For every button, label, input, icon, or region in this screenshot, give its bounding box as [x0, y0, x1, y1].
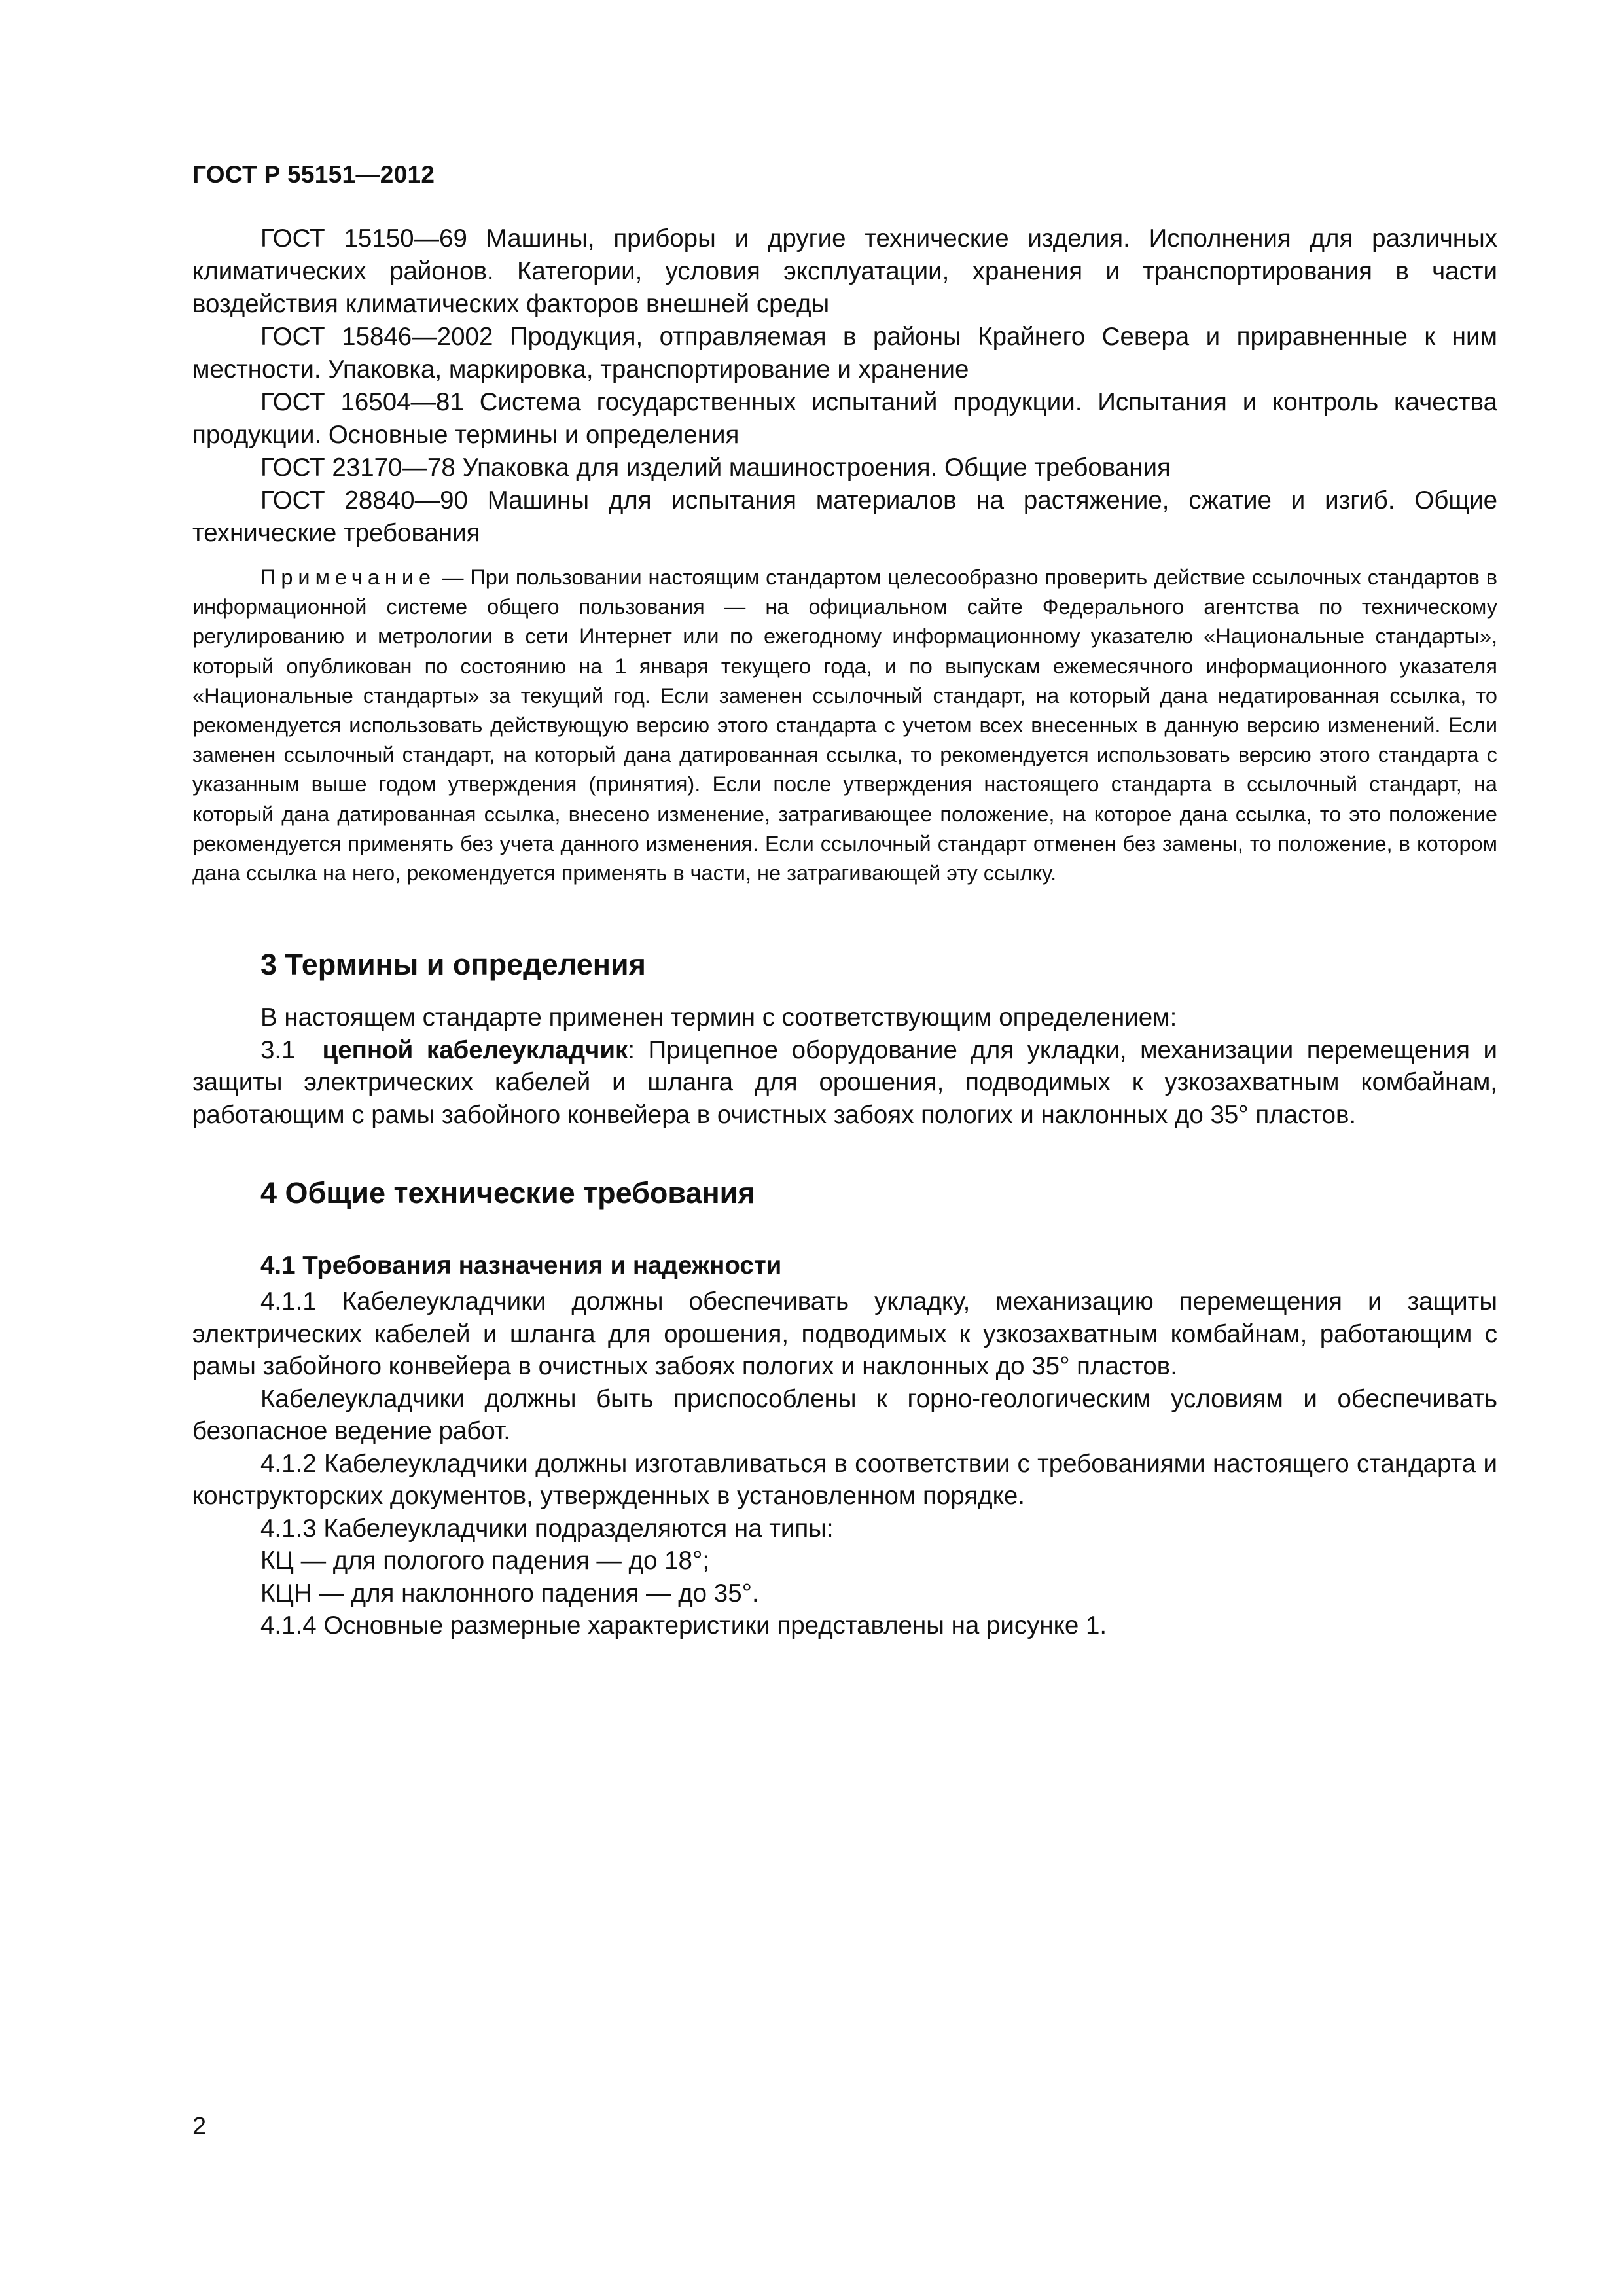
- note-label: Примечание: [260, 565, 437, 589]
- document-page: [192, 0, 1497, 2296]
- type-list-item: КЦ — для пологого падения — до 18°;: [260, 1547, 710, 1575]
- subsection-4-1-heading: 4.1 Требования назначения и надежности: [260, 1251, 782, 1280]
- reference-item: ГОСТ 23170—78 Упаковка для изделий машиностроения. Общие требования: [260, 454, 1171, 482]
- paragraph: 4.1.1 Кабелеукладчики должны обеспечивать укладку, механизацию перемещения и защиты электрических кабелей и шланга для орошения, подводимых к узкозахватным комбайнам, работающим с рамы забойного конвейера в очистных забоях пологих и наклонных до 35° пластов.: [192, 1287, 1497, 1380]
- note-text: — При пользовании настоящим стандартом целесообразно проверить действие ссылочных стандартов в информационной системе общего пользования — на официальном сайте Федерального агентства по техническому регулированию и метрологии в сети Интернет или по ежегодному информационному указателю «Национальные стандарты», который опубликован по состоянию на 1 января текущего года, и по выпускам ежемесячного информационного указателя «Национальные стандарты» за текущий год. Если заменен ссылочный стандарт, на который дана недатированная ссылка, то рекомендуется использовать действующую версию этого стандарта с учетом всех внесенных в данную версию изменений. Если заменен ссылочный стандарт, на который дана датированная ссылка, то рекомендуется использовать версию этого стандарта с указанным выше годом утверждения (принятия). Если после утверждения настоящего стандарта в ссылочный стандарт, на который дана датированная ссылка, внесено изменение, затрагивающее положение, на которое дана ссылка, то это положение рекомендуется применять без учета данного изменения. Если ссылочный стандарт отменен без замены, то положение, в котором дана ссылка на него, рекомендуется применять в части, не затрагивающей эту ссылку.: [192, 565, 1497, 886]
- note-paragraph: [192, 563, 1497, 888]
- type-list-item: КЦН — для наклонного падения — до 35°.: [260, 1579, 759, 1607]
- paragraph: 4.1.4 Основные размерные характеристики представлены на рисунке 1.: [260, 1611, 1107, 1640]
- paragraph: Кабелеукладчики должны быть приспособлены к горно-геологическим условиям и обеспечивать безопасное ведение работ.: [192, 1384, 1497, 1445]
- reference-item: ГОСТ 15150—69 Машины, приборы и другие технические изделия. Исполнения для различных климатических районов. Категории, условия эксплуатации, хранения и транспортирования в части воздействия климатических факторов внешней среды: [192, 224, 1497, 318]
- reference-item: ГОСТ 28840—90 Машины для испытания материалов на растяжение, сжатие и изгиб. Общие технические требования: [192, 486, 1497, 547]
- term-number: 3.1: [260, 1035, 296, 1064]
- section-3-body: [192, 1001, 1497, 1131]
- reference-item: ГОСТ 15846—2002 Продукция, отправляемая в районы Крайнего Севера и приравненные к ним местности. Упаковка, маркировка, транспортирование и хранение: [192, 323, 1497, 384]
- section-3-heading: 3 Термины и определения: [260, 948, 646, 981]
- document-code-header: ГОСТ Р 55151—2012: [192, 161, 435, 188]
- paragraph: 4.1.3 Кабелеукладчики подразделяются на типы:: [260, 1514, 834, 1543]
- section-4-heading: 4 Общие технические требования: [260, 1176, 755, 1210]
- page-number: 2: [192, 2113, 207, 2140]
- normative-references-list: [192, 223, 1497, 550]
- term-definition-text: : Прицепное оборудование для укладки, механизации перемещения и защиты электрических кабелей и шланга для орошения, подводимых к узкозахватным комбайнам, работающим с рамы забойного конвейера в очистных забоях пологих и наклонных до 35° пластов.: [192, 1035, 1497, 1129]
- term-name: цепной кабелеукладчик: [322, 1035, 628, 1064]
- term-definition: [192, 1034, 1497, 1132]
- paragraph: 4.1.2 Кабелеукладчики должны изготавливаться в соответствии с требованиями настоящего стандарта и конструкторских документов, утвержденных в установленном порядке.: [192, 1449, 1497, 1510]
- section-4-body: [192, 1285, 1497, 1642]
- reference-item: ГОСТ 16504—81 Система государственных испытаний продукции. Испытания и контроль качества продукции. Основные термины и определения: [192, 388, 1497, 449]
- section-3-intro: В настоящем стандарте применен термин с соответствующим определением:: [260, 1003, 1177, 1031]
